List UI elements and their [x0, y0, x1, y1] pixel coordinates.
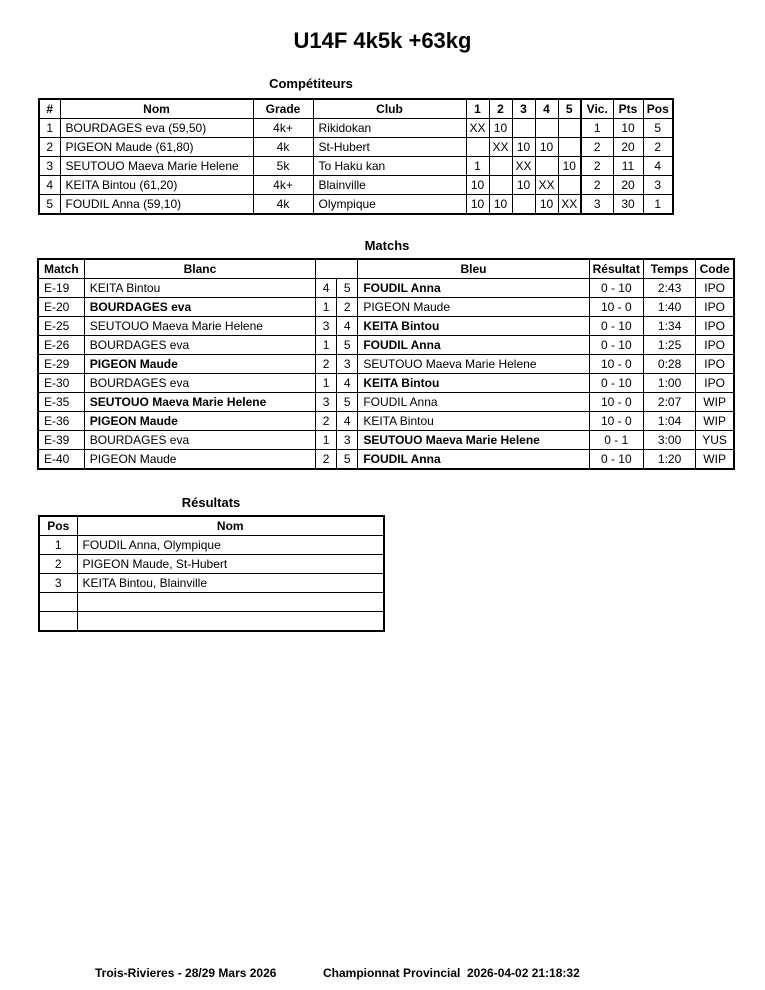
bleu-col-header: Bleu — [358, 259, 589, 279]
result-position — [39, 612, 77, 632]
match-bleu-name: SEUTOUO Maeva Marie Helene — [358, 355, 589, 374]
competitor-victories: 1 — [581, 119, 613, 138]
competitor-victories: 3 — [581, 195, 613, 215]
competitor-points: 30 — [613, 195, 643, 215]
competitor-position: 4 — [643, 157, 673, 176]
competitor-name: SEUTOUO Maeva Marie Helene — [60, 157, 253, 176]
resultat-col-header: Résultat — [589, 259, 643, 279]
competitor-score-cell — [489, 157, 512, 176]
match-time: 1:25 — [643, 336, 695, 355]
competitor-score-cell — [558, 176, 581, 195]
match-id: E-29 — [38, 355, 84, 374]
competitor-points: 20 — [613, 176, 643, 195]
match-blanc-number: 1 — [316, 431, 337, 450]
match-code: YUS — [696, 431, 734, 450]
match-bleu-number: 5 — [337, 450, 358, 470]
competitor-score-cell: 10 — [512, 176, 535, 195]
competitor-grade: 4k+ — [253, 176, 313, 195]
page-title: U14F 4k5k +63kg — [293, 28, 472, 53]
competitors-table — [38, 98, 674, 215]
competitors-col-header: 4 — [535, 99, 558, 119]
match-time: 1:40 — [643, 298, 695, 317]
match-time: 1:34 — [643, 317, 695, 336]
match-time: 1:04 — [643, 412, 695, 431]
competitor-row — [39, 157, 673, 176]
match-row — [38, 317, 734, 336]
competitor-row — [39, 176, 673, 195]
competitor-score-cell: 10 — [535, 195, 558, 215]
match-blanc-name: SEUTOUO Maeva Marie Helene — [84, 393, 315, 412]
competitors-col-header: Vic. — [581, 99, 613, 119]
competitors-col-header: Pts — [613, 99, 643, 119]
match-blanc-name: SEUTOUO Maeva Marie Helene — [84, 317, 315, 336]
competitor-name: KEITA Bintou (61,20) — [60, 176, 253, 195]
match-id: E-25 — [38, 317, 84, 336]
matches-heading: Matchs — [364, 238, 410, 253]
match-col-header: Match — [38, 259, 84, 279]
competitor-victories: 2 — [581, 138, 613, 157]
competitor-club: Olympique — [313, 195, 466, 215]
match-code: IPO — [696, 336, 734, 355]
competitors-col-header: 3 — [512, 99, 535, 119]
result-name: FOUDIL Anna, Olympique — [77, 536, 384, 555]
match-bleu-name: KEITA Bintou — [358, 317, 589, 336]
match-blanc-name: PIGEON Maude — [84, 450, 315, 470]
competitor-score-cell: XX — [535, 176, 558, 195]
competitor-score-cell — [466, 138, 489, 157]
match-blanc-number: 3 — [316, 393, 337, 412]
result-name — [77, 593, 384, 612]
competitor-name: PIGEON Maude (61,80) — [60, 138, 253, 157]
competitor-score-cell — [489, 176, 512, 195]
match-blanc-name: BOURDAGES eva — [84, 336, 315, 355]
competitor-score-cell: XX — [558, 195, 581, 215]
match-blanc-number: 1 — [316, 374, 337, 393]
competitor-score-cell: 10 — [535, 138, 558, 157]
competitor-number: 5 — [39, 195, 60, 215]
competitor-score-cell: 10 — [558, 157, 581, 176]
match-blanc-name: BOURDAGES eva — [84, 298, 315, 317]
match-code: WIP — [696, 450, 734, 470]
footer-location: Trois-Rivieres - 28/29 Mars 2026 — [95, 966, 277, 980]
blanc-col-header: Blanc — [84, 259, 315, 279]
match-code: WIP — [696, 412, 734, 431]
result-name: KEITA Bintou, Blainville — [77, 574, 384, 593]
match-result: 10 - 0 — [589, 412, 643, 431]
result-position: 2 — [39, 555, 77, 574]
competitor-grade: 4k+ — [253, 119, 313, 138]
match-time: 3:00 — [643, 431, 695, 450]
match-row — [38, 336, 734, 355]
match-blanc-number: 3 — [316, 317, 337, 336]
match-result: 10 - 0 — [589, 355, 643, 374]
competitor-score-cell: 10 — [466, 195, 489, 215]
match-blanc-number: 2 — [316, 355, 337, 374]
match-result: 0 - 10 — [589, 279, 643, 298]
competitor-number: 4 — [39, 176, 60, 195]
match-bleu-name: SEUTOUO Maeva Marie Helene — [358, 431, 589, 450]
match-row — [38, 450, 734, 470]
match-row — [38, 431, 734, 450]
match-blanc-name: BOURDAGES eva — [84, 431, 315, 450]
result-position: 3 — [39, 574, 77, 593]
match-bleu-name: FOUDIL Anna — [358, 336, 589, 355]
match-result: 0 - 10 — [589, 317, 643, 336]
competitor-row — [39, 195, 673, 215]
competitor-grade: 5k — [253, 157, 313, 176]
match-code: IPO — [696, 298, 734, 317]
result-name: PIGEON Maude, St-Hubert — [77, 555, 384, 574]
match-blanc-number: 2 — [316, 450, 337, 470]
match-row — [38, 374, 734, 393]
result-row — [39, 593, 384, 612]
competitor-score-cell — [535, 119, 558, 138]
match-bleu-number: 5 — [337, 393, 358, 412]
competitor-score-cell — [512, 119, 535, 138]
competitor-row — [39, 119, 673, 138]
match-bleu-number: 3 — [337, 355, 358, 374]
match-bleu-name: PIGEON Maude — [358, 298, 589, 317]
competitor-position: 5 — [643, 119, 673, 138]
result-row — [39, 555, 384, 574]
competitors-col-header: Club — [313, 99, 466, 119]
competitor-score-cell: 10 — [466, 176, 489, 195]
competitor-position: 3 — [643, 176, 673, 195]
match-code: IPO — [696, 374, 734, 393]
matches-header-row — [38, 259, 734, 279]
competitor-row — [39, 138, 673, 157]
result-row — [39, 574, 384, 593]
code-col-header: Code — [696, 259, 734, 279]
match-code: IPO — [696, 317, 734, 336]
match-time: 1:00 — [643, 374, 695, 393]
match-bleu-name: FOUDIL Anna — [358, 279, 589, 298]
match-time: 1:20 — [643, 450, 695, 470]
match-bleu-name: KEITA Bintou — [358, 374, 589, 393]
match-id: E-35 — [38, 393, 84, 412]
competitor-score-cell: XX — [512, 157, 535, 176]
match-code: IPO — [696, 355, 734, 374]
match-blanc-name: PIGEON Maude — [84, 412, 315, 431]
match-id: E-39 — [38, 431, 84, 450]
match-bleu-number: 4 — [337, 412, 358, 431]
matches-table — [37, 258, 735, 470]
match-blanc-name: KEITA Bintou — [84, 279, 315, 298]
result-row — [39, 612, 384, 632]
competitor-score-cell: 1 — [466, 157, 489, 176]
match-result: 0 - 10 — [589, 336, 643, 355]
match-result: 10 - 0 — [589, 393, 643, 412]
match-row — [38, 355, 734, 374]
match-result: 0 - 10 — [589, 374, 643, 393]
competitor-club: Blainville — [313, 176, 466, 195]
match-bleu-number: 3 — [337, 431, 358, 450]
match-code: WIP — [696, 393, 734, 412]
competitor-club: Rikidokan — [313, 119, 466, 138]
temps-col-header: Temps — [643, 259, 695, 279]
competitors-header-row — [39, 99, 673, 119]
competitor-grade: 4k — [253, 195, 313, 215]
match-bleu-name: FOUDIL Anna — [358, 393, 589, 412]
competitor-name: FOUDIL Anna (59,10) — [60, 195, 253, 215]
bleu-num-col-header — [337, 259, 358, 279]
competitor-club: To Haku kan — [313, 157, 466, 176]
match-blanc-number: 1 — [316, 336, 337, 355]
match-id: E-36 — [38, 412, 84, 431]
match-id: E-20 — [38, 298, 84, 317]
competitor-score-cell — [558, 138, 581, 157]
competitor-grade: 4k — [253, 138, 313, 157]
competitor-score-cell: 10 — [489, 119, 512, 138]
competitor-points: 11 — [613, 157, 643, 176]
competitor-score-cell: 10 — [489, 195, 512, 215]
match-id: E-30 — [38, 374, 84, 393]
match-result: 0 - 1 — [589, 431, 643, 450]
match-blanc-number: 1 — [316, 298, 337, 317]
competitor-name: BOURDAGES eva (59,50) — [60, 119, 253, 138]
results-heading: Résultats — [181, 495, 241, 510]
match-bleu-number: 2 — [337, 298, 358, 317]
match-blanc-name: PIGEON Maude — [84, 355, 315, 374]
match-blanc-name: BOURDAGES eva — [84, 374, 315, 393]
match-code: IPO — [696, 279, 734, 298]
competitor-victories: 2 — [581, 176, 613, 195]
match-blanc-number: 4 — [316, 279, 337, 298]
match-result: 10 - 0 — [589, 298, 643, 317]
match-id: E-40 — [38, 450, 84, 470]
match-time: 2:07 — [643, 393, 695, 412]
match-row — [38, 279, 734, 298]
match-bleu-number: 5 — [337, 279, 358, 298]
competitor-points: 10 — [613, 119, 643, 138]
match-bleu-name: KEITA Bintou — [358, 412, 589, 431]
pos-col-header: Pos — [39, 516, 77, 536]
match-bleu-number: 4 — [337, 317, 358, 336]
competitor-position: 2 — [643, 138, 673, 157]
competitor-number: 1 — [39, 119, 60, 138]
result-position — [39, 593, 77, 612]
competitor-number: 2 — [39, 138, 60, 157]
match-bleu-number: 5 — [337, 336, 358, 355]
competitors-col-header: 1 — [466, 99, 489, 119]
competitors-col-header: Nom — [60, 99, 253, 119]
nom-col-header: Nom — [77, 516, 384, 536]
match-time: 2:43 — [643, 279, 695, 298]
competitor-victories: 2 — [581, 157, 613, 176]
competitors-col-header: 2 — [489, 99, 512, 119]
competitors-col-header: 5 — [558, 99, 581, 119]
competitors-col-header: Grade — [253, 99, 313, 119]
footer-timestamp: 2026-04-02 21:18:32 — [467, 966, 580, 980]
results-header-row — [39, 516, 384, 536]
competitor-position: 1 — [643, 195, 673, 215]
match-row — [38, 298, 734, 317]
competitor-score-cell — [535, 157, 558, 176]
competitor-club: St-Hubert — [313, 138, 466, 157]
result-row — [39, 536, 384, 555]
competitor-score-cell: XX — [489, 138, 512, 157]
competitor-score-cell — [558, 119, 581, 138]
match-id: E-26 — [38, 336, 84, 355]
match-row — [38, 412, 734, 431]
result-position: 1 — [39, 536, 77, 555]
competitor-score-cell — [512, 195, 535, 215]
match-result: 0 - 10 — [589, 450, 643, 470]
competitor-score-cell: 10 — [512, 138, 535, 157]
blanc-num-col-header — [316, 259, 337, 279]
match-row — [38, 393, 734, 412]
result-name — [77, 612, 384, 632]
match-id: E-19 — [38, 279, 84, 298]
footer-event: Championnat Provincial — [323, 966, 461, 980]
competitors-heading: Compétiteurs — [269, 76, 353, 91]
competitors-col-header: Pos — [643, 99, 673, 119]
competitors-col-header: # — [39, 99, 60, 119]
match-time: 0:28 — [643, 355, 695, 374]
match-blanc-number: 2 — [316, 412, 337, 431]
competitor-points: 20 — [613, 138, 643, 157]
match-bleu-name: FOUDIL Anna — [358, 450, 589, 470]
competitor-number: 3 — [39, 157, 60, 176]
competitor-score-cell: XX — [466, 119, 489, 138]
results-table — [38, 515, 385, 632]
match-bleu-number: 4 — [337, 374, 358, 393]
